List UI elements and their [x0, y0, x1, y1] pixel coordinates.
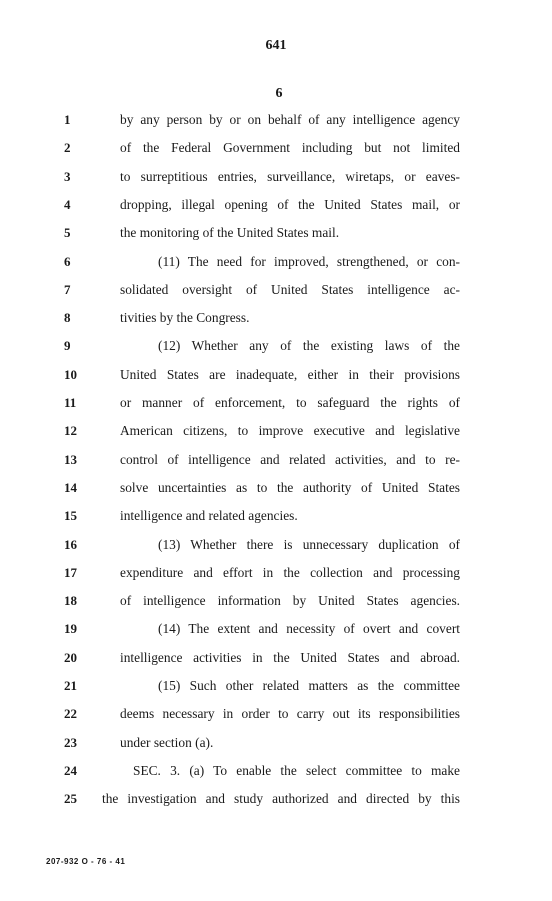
line-text: control of intelligence and related activities, and to re- [120, 451, 460, 467]
text-line [0, 252, 552, 272]
text-line [0, 478, 552, 498]
text-line [0, 223, 552, 243]
line-text: solve uncertainties as to the authority of United States [120, 479, 460, 495]
text-line [0, 393, 552, 413]
text-line [0, 280, 552, 300]
line-number: 21 [64, 678, 77, 693]
text-line [0, 648, 552, 668]
text-line [0, 676, 552, 696]
text-line [0, 506, 552, 526]
line-number: 3 [64, 168, 71, 184]
line-text: dropping, illegal opening of the United States mail, or [120, 196, 460, 212]
line-text: United States are inadequate, either in their provisions [120, 366, 460, 382]
line-number: 13 [64, 451, 77, 467]
line-number: 2 [64, 140, 71, 156]
text-line [0, 704, 552, 724]
line-number: 12 [64, 423, 77, 439]
text-line [0, 167, 552, 187]
line-number: 14 [64, 479, 77, 495]
line-text: or manner of enforcement, to safeguard the rights of [120, 395, 460, 410]
line-text: under section (a). [120, 734, 214, 750]
line-text: (15) Such other related matters as the committee [158, 678, 460, 693]
line-number: 11 [64, 395, 77, 410]
line-text: (11) The need for improved, strengthened, or con- [158, 253, 460, 269]
text-line [0, 535, 552, 555]
line-number: 4 [64, 196, 71, 212]
text-line [0, 195, 552, 215]
line-text: the investigation and study authorized and directed by this [102, 791, 460, 807]
text-line [0, 110, 552, 130]
line-text: deems necessary in order to carry out its responsibilities [120, 706, 460, 722]
line-text: by any person by or on behalf of any intelligence agency [120, 112, 460, 127]
line-text: (12) Whether any of the existing laws of the [158, 338, 460, 354]
line-text: tivities by the Congress. [120, 310, 250, 326]
line-text: (14) The extent and necessity of overt and covert [158, 621, 460, 637]
line-number: 5 [64, 225, 71, 241]
line-number: 24 [64, 762, 77, 778]
text-line [0, 619, 552, 639]
text-line [0, 591, 552, 611]
line-number: 16 [64, 536, 77, 552]
text-line [0, 336, 552, 356]
line-number: 7 [64, 281, 71, 297]
line-number: 19 [64, 621, 77, 637]
line-text: expenditure and effort in the collection and processing [120, 564, 460, 580]
line-text: American citizens, to improve executive and legislative [120, 423, 460, 439]
sheet-number: 6 [275, 86, 283, 101]
page-number: 641 [265, 38, 287, 53]
line-text: intelligence activities in the United States and abroad. [120, 649, 460, 665]
line-number: 1 [64, 112, 71, 127]
line-text: of intelligence information by United States agencies. [120, 593, 460, 609]
line-number: 17 [64, 564, 77, 580]
text-line [0, 789, 552, 809]
line-text: solidated oversight of United States intelligence ac- [120, 281, 460, 297]
line-number: 20 [64, 649, 77, 665]
text-line [0, 733, 552, 753]
line-number: 23 [64, 734, 77, 750]
text-line [0, 138, 552, 158]
line-text: of the Federal Government including but not limited [120, 140, 460, 156]
line-text: (13) Whether there is unnecessary duplication of [158, 536, 460, 552]
line-text: SEC. 3. (a) To enable the select committee to make [133, 762, 460, 778]
text-line [0, 365, 552, 385]
line-number: 15 [64, 508, 77, 524]
text-line [0, 450, 552, 470]
print-code: 207-932 O - 76 - 41 [46, 857, 126, 866]
line-text: intelligence and related agencies. [120, 508, 298, 524]
line-number: 8 [64, 310, 71, 326]
line-number: 25 [64, 791, 77, 807]
line-number: 22 [64, 706, 77, 722]
text-line [0, 563, 552, 583]
line-number: 10 [64, 366, 77, 382]
line-number: 6 [64, 253, 71, 269]
line-number: 9 [64, 338, 71, 354]
text-line [0, 421, 552, 441]
line-text: to surreptitious entries, surveillance, wiretaps, or eaves- [120, 168, 460, 184]
text-line [0, 761, 552, 781]
text-line [0, 308, 552, 328]
line-number: 18 [64, 593, 77, 609]
line-text: the monitoring of the United States mail. [120, 225, 340, 241]
